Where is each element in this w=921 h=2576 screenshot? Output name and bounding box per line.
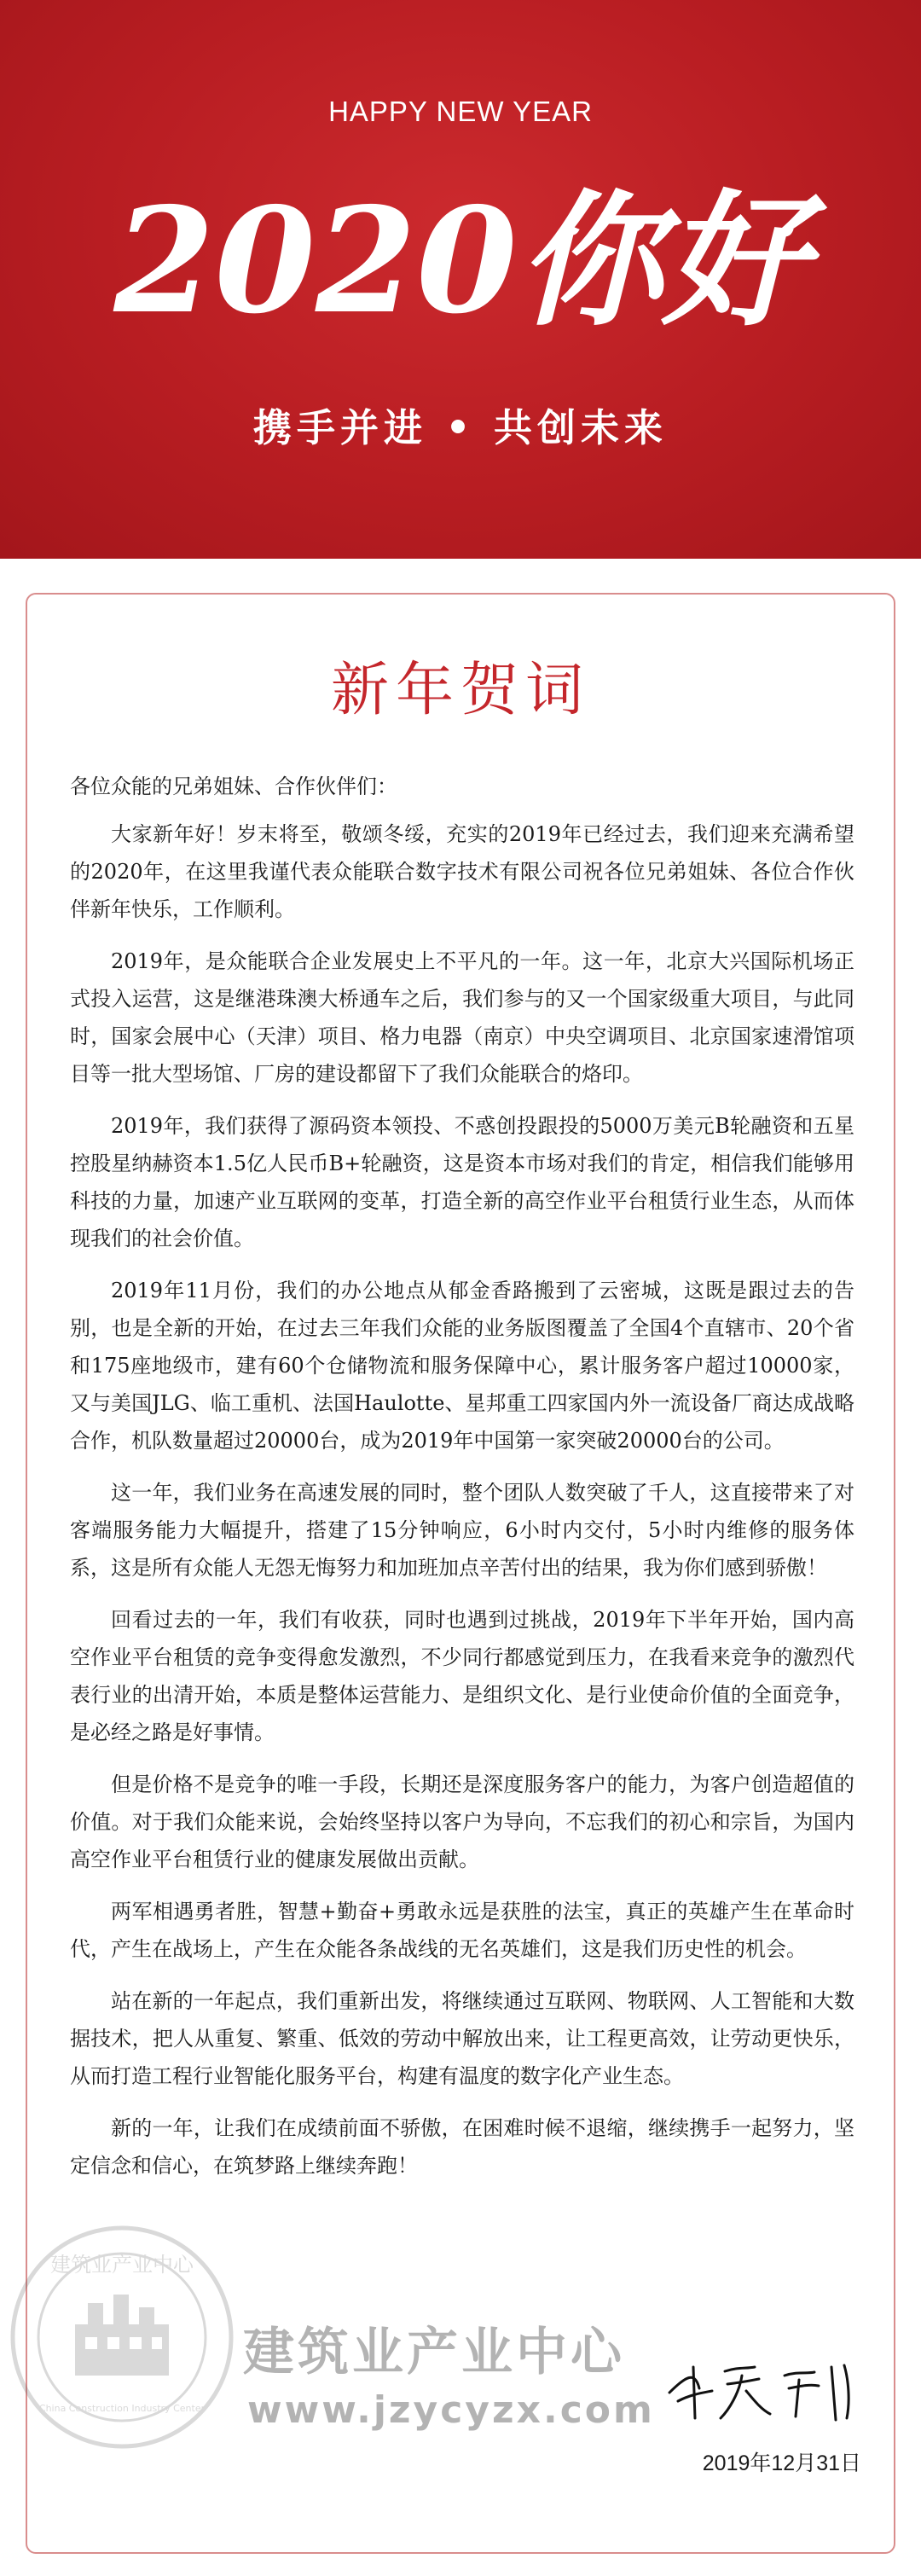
letter-paragraph: 新的一年，让我们在成绩前面不骄傲，在困难时候不退缩，继续携手一起努力，坚定信念和信心，在筑梦路上继续奔跑！ [70, 2116, 854, 2178]
header-banner [0, 0, 921, 559]
watermark-url: www.jzycyzx.com [247, 2388, 655, 2432]
letter-paragraph: 回看过去的一年，我们有收获，同时也遇到过挑战，2019年下半年开始，国内高空作业平台租赁的竞争变得愈发激烈，不少同行都感觉到压力，在我看来竞争的激烈代表行业的出清开始，本质是整体运营能力、是组织文化、是行业使命价值的全面竞争，是必经之路是好事情。 [70, 1608, 854, 1744]
letter-paragraph: 2019年11月份，我们的办公地点从郁金香路搬到了云密城，这既是跟过去的告别，也是全新的开始，在过去三年我们众能的业务版图覆盖了全国4个直辖市、20个省和175座地级市，建有60个仓储物流和服务保障中心，累计服务客户超过10000家，又与美国JLG、临工重机、法国Haulotte、星邦重工四家国内外一流设备厂商达成战略合作，机队数量超过20000台，成为2019年中国第一家突破20000台的公司。 [70, 1279, 854, 1453]
watermark-seal-english: China Construction Industry Center [38, 2403, 206, 2414]
banner-subtitle: HAPPY NEW YEAR [328, 96, 593, 127]
letter-greeting: 各位众能的兄弟姐妹、合作伙伴们： [70, 775, 397, 798]
letter-paragraph: 大家新年好！岁末将至，敬颂冬绥，充实的2019年已经过去，我们迎来充满希望的2020年，在这里我谨代表众能联合数字技术有限公司祝各位兄弟姐妹、各位合作伙伴新年快乐，工作顺利。 [70, 822, 854, 921]
letter-paragraph: 两军相遇勇者胜，智慧+勤奋+勇敢永远是获胜的法宝，真正的英雄产生在革命时代，产生在战场上，产生在众能各条战线的无名英雄们，这是我们历史性的机会。 [70, 1900, 854, 1961]
banner-headline: 2020你好 [113, 183, 808, 346]
banner-calligraphy-headline [0, 183, 921, 354]
letter-paragraph: 2019年，我们获得了源码资本领投、不惑创投跟投的5000万美元B轮融资和五星控股星纳赫资本1.5亿人民币B+轮融资，这是资本市场对我们的肯定，相信我们能够用科技的力量，加速产业互联网的变革，打造全新的高空作业平台租赁行业生态，从而体现我们的社会价值。 [70, 1114, 854, 1250]
letter-paragraph: 2019年，是众能联合企业发展史上不平凡的一年。这一年，北京大兴国际机场正式投入运营，这是继港珠澳大桥通车之后，我们参与的又一个国家级重大项目，与此同时，国家会展中心（天津）项目、格力电器（南京）中央空调项目、北京国家速滑馆项目等一批大型场馆、厂房的建设都留下了我们众能联合的烙印。 [70, 949, 854, 1086]
banner-slogan: 携手并进 • 共创未来 [252, 405, 669, 450]
letter-paragraph: 这一年，我们业务在高速发展的同时，整个团队人数突破了千人，这直接带来了对客端服务能力大幅提升，搭建了15分钟响应，6小时内交付，5小时内维修的服务体系，这是所有众能人无怨无悔努力和加班加点辛苦付出的结果，我为你们感到骄傲！ [70, 1481, 854, 1580]
letter-date: 2019年12月31日 [702, 2451, 861, 2475]
handwritten-signature [661, 2341, 866, 2427]
watermark-name: 建筑业产业中心 [243, 2323, 625, 2382]
watermark-seal-text: 建筑业产业中心 [50, 2253, 194, 2277]
letter-paragraph: 站在新的一年起点，我们重新出发，将继续通过互联网、物联网、人工智能和大数据技术，把人从重复、繁重、低效的劳动中解放出来，让工程更高效，让劳动更快乐，从而打造工程行业智能化服务平台，构建有温度的数字化产业生态。 [70, 1989, 854, 2088]
letter-paragraph: 但是价格不是竞争的唯一手段，长期还是深度服务客户的能力，为客户创造超值的价值。对于我们众能来说，会始终坚持以客户为导向，不忘我们的初心和宗旨，为国内高空作业平台租赁行业的健康发展做出贡献。 [70, 1772, 854, 1871]
letter-title: 新年贺词 [330, 657, 590, 724]
letter-body [70, 768, 854, 2199]
